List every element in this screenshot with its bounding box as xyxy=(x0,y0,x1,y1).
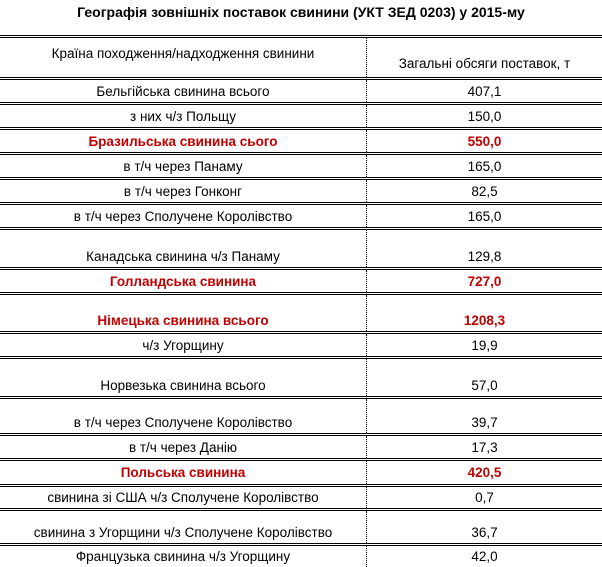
table-row xyxy=(0,152,602,177)
country-cell: свинина з Угорщини ч/з Сполучене Королівство xyxy=(0,511,367,543)
volume-cell: 1208,3 xyxy=(463,313,506,328)
table-row xyxy=(0,508,602,543)
country-cell: в т/ч через Сполучене Королівство xyxy=(0,399,367,433)
table-row xyxy=(0,102,602,127)
table-row xyxy=(0,433,602,458)
table-row xyxy=(0,396,602,433)
volume-cell: 82,5 xyxy=(471,183,498,199)
country-cell: ч/з Угорщину xyxy=(0,334,367,356)
volume-cell: 129,8 xyxy=(467,249,502,264)
country-cell: Польська свинина xyxy=(0,461,367,484)
pork-imports-table xyxy=(0,35,602,567)
table-header-row xyxy=(0,35,602,77)
header-volume: Загальні обсяги поставок, т xyxy=(398,56,571,71)
country-cell: в т/ч через Панаму xyxy=(0,155,367,177)
table-row xyxy=(0,77,602,102)
country-cell: Канадська свинина ч/з Панаму xyxy=(0,230,367,267)
country-cell: в т/ч через Данію xyxy=(0,436,367,458)
volume-cell: 150,0 xyxy=(467,108,502,124)
country-cell: свинина зі США ч/з Сполучене Королівство xyxy=(0,487,367,508)
country-cell: в т/ч через Гонконг xyxy=(0,180,367,202)
table-row xyxy=(0,543,602,567)
country-cell: Норвезька свинина всього xyxy=(0,359,367,396)
table-title: Географія зовнішніх поставок свинини (УКТ ЗЕД 0203) у 2015-му xyxy=(77,4,525,20)
header-country: Країна походження/надходження свинини xyxy=(0,38,367,77)
volume-cell: 17,3 xyxy=(471,439,498,455)
country-cell: в т/ч через Сполучене Королівство xyxy=(0,205,367,227)
table-row xyxy=(0,356,602,396)
country-cell: Голландська свинина xyxy=(0,270,367,292)
table-row xyxy=(0,484,602,508)
volume-cell: 36,7 xyxy=(471,525,498,540)
volume-cell: 420,5 xyxy=(467,465,502,480)
volume-cell: 550,0 xyxy=(467,133,502,149)
volume-cell: 165,0 xyxy=(467,208,502,224)
table-row-highlighted xyxy=(0,127,602,152)
volume-cell: 165,0 xyxy=(467,158,502,174)
volume-cell: 57,0 xyxy=(471,378,498,393)
country-cell: з них ч/з Польщу xyxy=(0,105,367,127)
country-cell: Бельгійська свинина всього xyxy=(0,80,367,102)
table-row xyxy=(0,331,602,356)
table-row-highlighted xyxy=(0,458,602,484)
table-row-highlighted xyxy=(0,267,602,292)
country-cell: Французька свинина ч/з Угорщину xyxy=(0,546,367,567)
volume-cell: 39,7 xyxy=(471,415,498,430)
volume-cell: 727,0 xyxy=(467,273,502,289)
table-row xyxy=(0,227,602,267)
volume-cell: 0,7 xyxy=(475,490,494,505)
volume-cell: 407,1 xyxy=(467,83,502,99)
country-cell: Німецька свинина всього xyxy=(0,295,367,331)
volume-cell: 19,9 xyxy=(471,337,498,353)
table-row-highlighted xyxy=(0,292,602,331)
table-row xyxy=(0,177,602,202)
volume-cell: 42,0 xyxy=(471,549,498,564)
country-cell: Бразильська свинина сього xyxy=(0,130,367,152)
table-row xyxy=(0,202,602,227)
